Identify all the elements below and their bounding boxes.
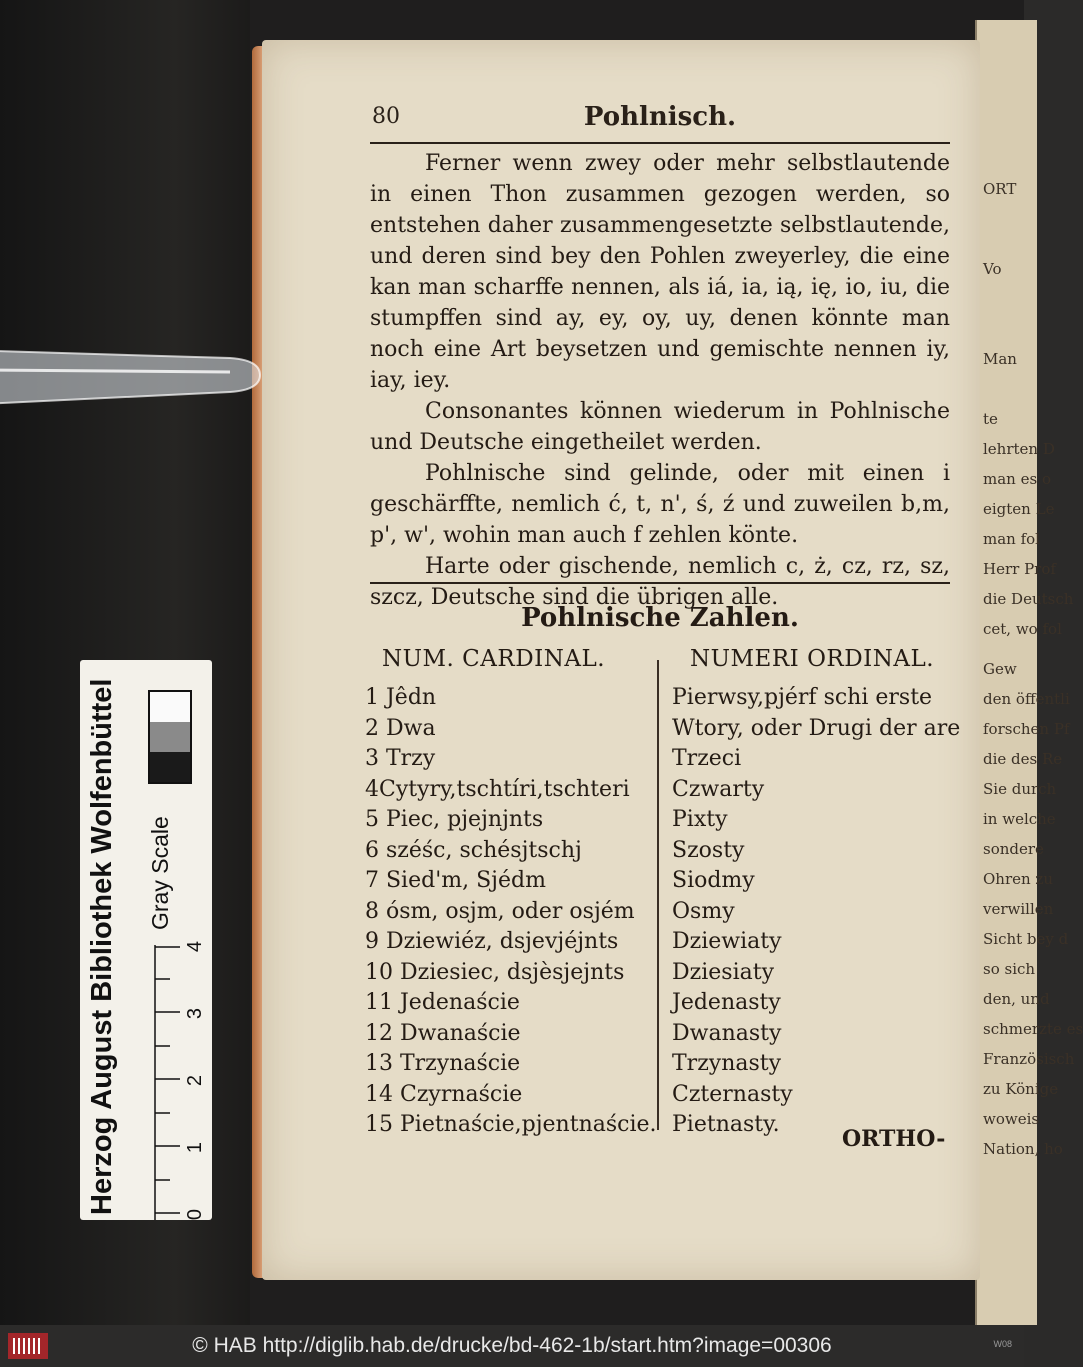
running-title: Pohlnisch. — [583, 102, 737, 132]
list-item: Trzeci — [672, 746, 742, 771]
next-page-fragment: die Deutsch — [983, 590, 1074, 608]
column-divider — [657, 660, 659, 1130]
ruler-tick-label: 1 — [184, 1141, 207, 1154]
list-item: Czternasty — [672, 1081, 793, 1107]
next-page-fragment: ORT — [983, 180, 1017, 198]
ordinal-list — [672, 683, 961, 1141]
next-page-fragment: Sicht bey d — [983, 930, 1069, 948]
next-page-fragment: in welche — [983, 810, 1056, 828]
next-page-fragment: die des Re — [983, 750, 1063, 768]
paragraph: Ferner wenn zwey oder mehr selbstlautende in einen Thon zusammen gezogen werden, so entstehen daher zusammengesetzte selbstlautende, und deren sind bey den Pohlen zweyerley, die eine kan man scharffe nennen, als iá, ia, ią, ię, io, iu, die stumpffen sind ay, ey, oy, uy, denen könnte man noch eine Art beysetzen und gemischte nennen iy, iay, iey. — [370, 151, 950, 393]
list-item: Czwarty — [672, 776, 765, 802]
next-page-fragment: schmerzte es — [983, 1020, 1083, 1038]
list-item: Dziewiaty — [672, 929, 782, 954]
list-item: Pixty — [672, 807, 728, 832]
list-item: Szosty — [672, 837, 745, 863]
next-page-fragment: man fol — [983, 530, 1040, 548]
body-text — [370, 148, 950, 613]
next-page-fragment: Französisch — [983, 1050, 1075, 1068]
next-page-fragment: verwillen — [983, 900, 1054, 918]
gray-swatch — [148, 690, 192, 784]
list-item: 11 Jedenaście — [365, 990, 520, 1015]
next-page-fragment: so sich — [983, 960, 1036, 978]
list-item: 8 ósm, osjm, oder osjém — [365, 898, 635, 924]
list-item: 7 Sied'm, Sjédm — [365, 868, 546, 893]
list-item: 1 Jêdn — [365, 685, 437, 710]
ruler-tick-label: 0 — [184, 1208, 207, 1221]
next-page-fragment: cet, wo fol — [983, 620, 1062, 638]
paragraph: Harte oder gischende, nemlich c, ż, cz, rz, sz, szcz, Deutsche sind die übrigen alle. — [370, 554, 950, 610]
ordinal-header: NUMERI ORDINAL. — [690, 646, 935, 672]
next-page-fragment: den, und — [983, 990, 1050, 1008]
list-item: 14 Czyrnaście — [365, 1081, 523, 1107]
next-page-fragment: Man — [983, 350, 1017, 368]
list-item: 13 Trzynaście — [365, 1051, 521, 1076]
next-page-fragment: man es o — [983, 470, 1051, 488]
ruler-tick-label: 3 — [184, 1007, 207, 1020]
paragraph: Consonantes können wiederum in Pohlnische und Deutsche eingetheilet werden. — [370, 399, 950, 455]
next-page-fragment: forschen Pf — [983, 720, 1070, 738]
table-title: Pohlnische Zahlen. — [521, 603, 799, 633]
next-page-edge — [975, 20, 1083, 1325]
library-name: Herzog August Bibliothek Wolfenbüttel — [86, 678, 118, 1215]
list-item: Trzynasty — [672, 1051, 782, 1076]
page-clip — [0, 330, 300, 420]
list-item: Dziesiaty — [672, 959, 774, 985]
next-page-fragment: Vo — [983, 260, 1002, 278]
section-rule — [370, 582, 950, 584]
page-header — [370, 100, 950, 140]
list-item: Wtory, oder Drugi der are — [672, 715, 961, 741]
next-page-fragment: eigten Le — [983, 500, 1055, 518]
list-item: 6 széśc, schésjtschj — [365, 837, 582, 863]
next-page-fragment: Herr Prof — [983, 560, 1056, 578]
next-page-fragment: zu Könige — [983, 1080, 1059, 1098]
cardinal-header: NUM. CARDINAL. — [382, 646, 606, 672]
next-page-fragment: te — [983, 410, 998, 428]
ruler-tick-label: 2 — [184, 1074, 207, 1087]
next-page-fragment: Ohren zu — [983, 870, 1053, 888]
next-page-fragment: woweis — [983, 1110, 1040, 1128]
catchword: ORTHO- — [842, 1126, 946, 1152]
list-item: 4Cytyry,tschtíri,tschteri — [365, 776, 630, 802]
ruler-tick-label: 4 — [184, 940, 207, 953]
list-item: Osmy — [672, 898, 735, 924]
list-item: Siodmy — [672, 868, 755, 893]
next-page-fragment: Nation, ho — [983, 1140, 1063, 1158]
header-rule — [370, 142, 950, 144]
list-item: 3 Trzy — [365, 746, 436, 771]
list-item: 9 Dziewiéz, dsjevjéjnts — [365, 929, 619, 954]
gray-scale-label: Gray Scale — [147, 816, 173, 930]
list-item: 12 Dwanaście — [365, 1020, 521, 1046]
footer-code: W08 — [993, 1339, 1012, 1349]
list-item: 5 Piec, pjejnjnts — [365, 807, 544, 832]
cardinal-list — [365, 683, 655, 1141]
list-item: 15 Pietnaście,pjentnaście. — [365, 1112, 657, 1137]
list-item: Pierwsy,pjérf schi erste — [672, 685, 933, 710]
next-page-fragment: den öffentli — [983, 690, 1070, 708]
paragraph: Pohlnische sind gelinde, oder mit einen i geschärffte, nemlich ć, t, n', ś, ź und zuweilen b,m, p', w', wohin man auch f zehlen könte. — [370, 461, 950, 548]
footer-bar — [0, 1325, 1024, 1367]
next-page-fragment: lehrten D — [983, 440, 1055, 458]
list-item: 2 Dwa — [365, 715, 436, 741]
next-page-fragment: Gew — [983, 660, 1017, 678]
list-item: Jedenasty — [672, 990, 781, 1015]
list-item: Dwanasty — [672, 1020, 782, 1046]
list-item: Pietnasty. — [672, 1112, 780, 1137]
page-number: 80 — [372, 104, 400, 129]
list-item: 10 Dziesiec, dsjèsjejnts — [365, 959, 625, 985]
next-page-fragment: Sie durch — [983, 780, 1057, 798]
copyright-url[interactable]: © HAB http://diglib.hab.de/drucke/bd-462-1b/start.htm?image=00306 — [192, 1334, 832, 1357]
next-page-fragment: sondere — [983, 840, 1044, 858]
